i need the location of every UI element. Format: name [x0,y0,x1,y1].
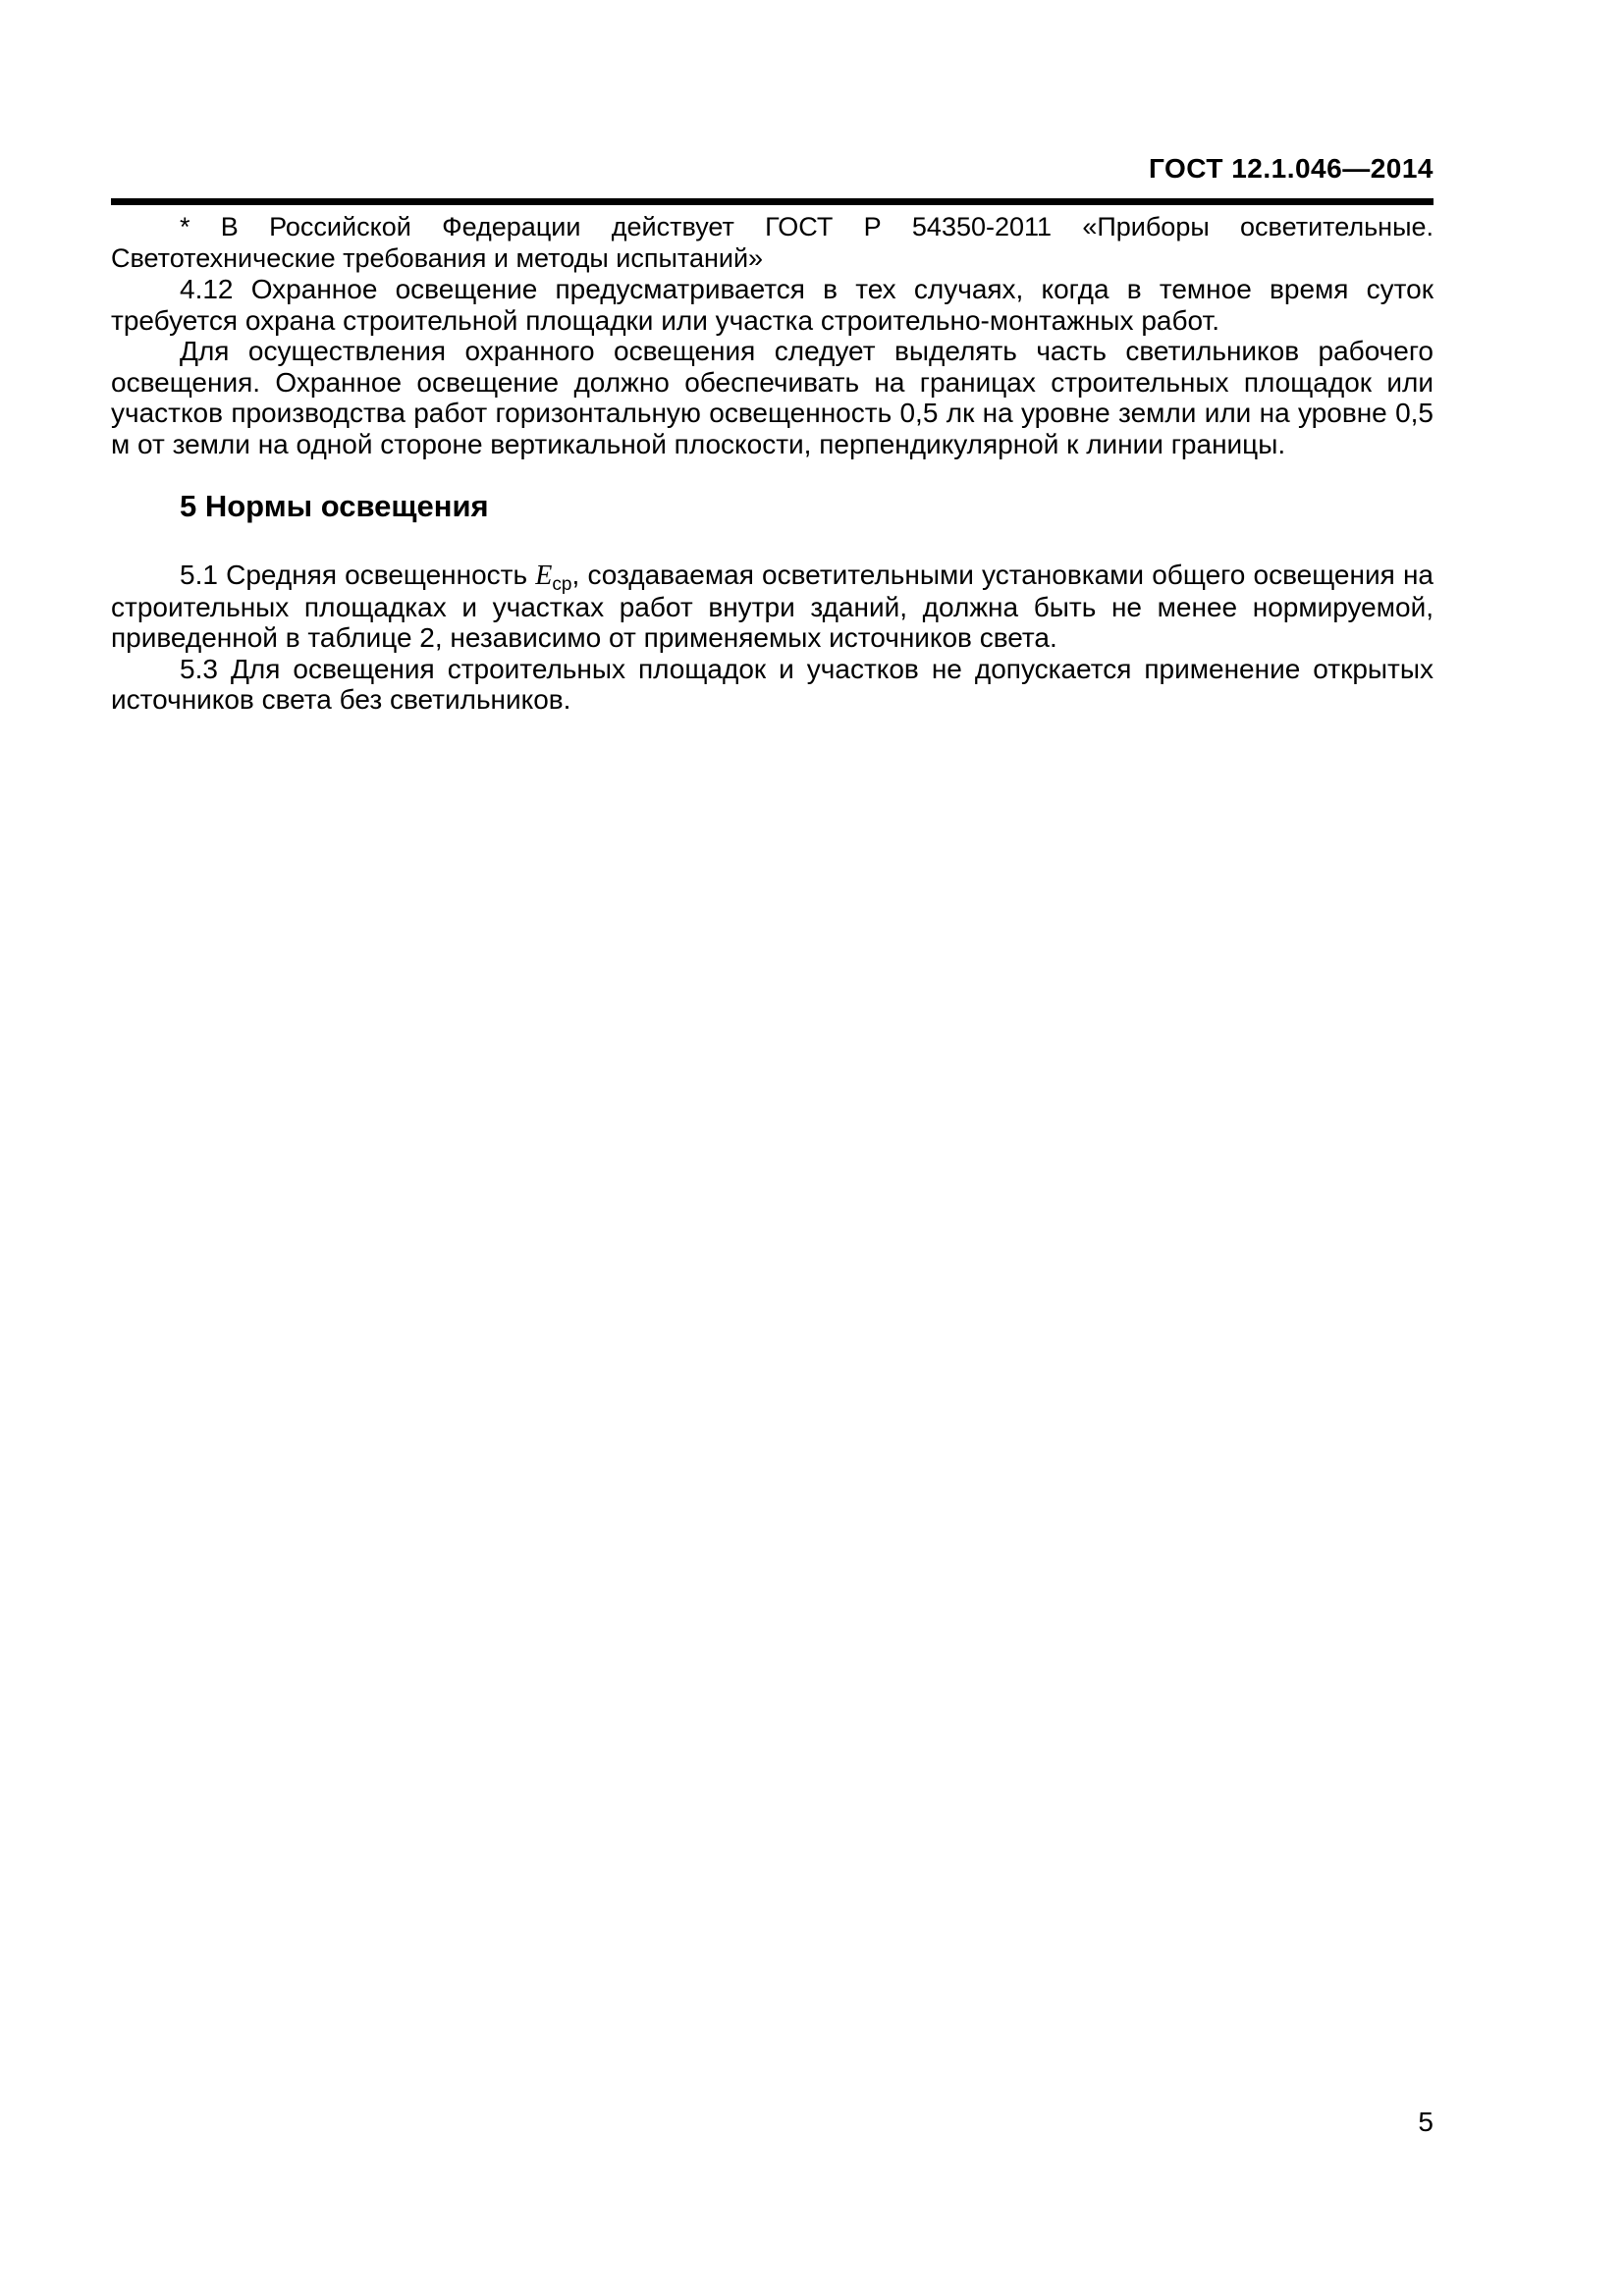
illuminance-symbol-E: E [535,561,553,591]
page-footer [111,2107,1434,2138]
page-header [111,154,1434,184]
illuminance-symbol-subscript: ср [552,574,572,595]
page-number: 5 [1418,2107,1434,2137]
header-rule [111,198,1434,205]
document-content [111,212,1434,716]
paragraph-5-1-text-before: 5.1 Средняя освещенность [180,560,536,590]
paragraph-4-12: 4.12 Охранное освещение предусматривается в тех случаях, когда в темное время суток требуется охрана строительной площадки или участка строительно-монтажных работ. [111,274,1434,336]
section-5-heading: 5 Нормы освещения [180,489,489,523]
paragraph-5-1 [111,560,1434,654]
paragraph-5-1-text-after: , создаваемая осветительными установками общего освещения на строительных площадках и участках работ внутри зданий, должна быть не менее нормируемой, приведенной в таблице 2, независимо от применяемых источников света. [111,560,1434,653]
paragraph-guard-lighting: Для осуществления охранного освещения следует выделять часть светильников рабочего освещения. Охранное освещение должно обеспечивать на границах строительных площадок или участков производства работ горизонтальную освещенность 0,5 лк на уровне земли или на уровне 0,5 м от земли на одной стороне вертикальной плоскости, перпендикулярной к линии границы. [111,336,1434,459]
paragraph-5-3: 5.3 Для освещения строительных площадок и участков не допускается применение открытых источников света без светильников. [111,653,1434,715]
footnote-gost-r-54350: * В Российской Федерации действует ГОСТ Р 54350-2011 «Приборы осветительные. Светотехнические требования и методы испытаний» [111,212,1434,273]
document-code: ГОСТ 12.1.046—2014 [1149,153,1434,184]
